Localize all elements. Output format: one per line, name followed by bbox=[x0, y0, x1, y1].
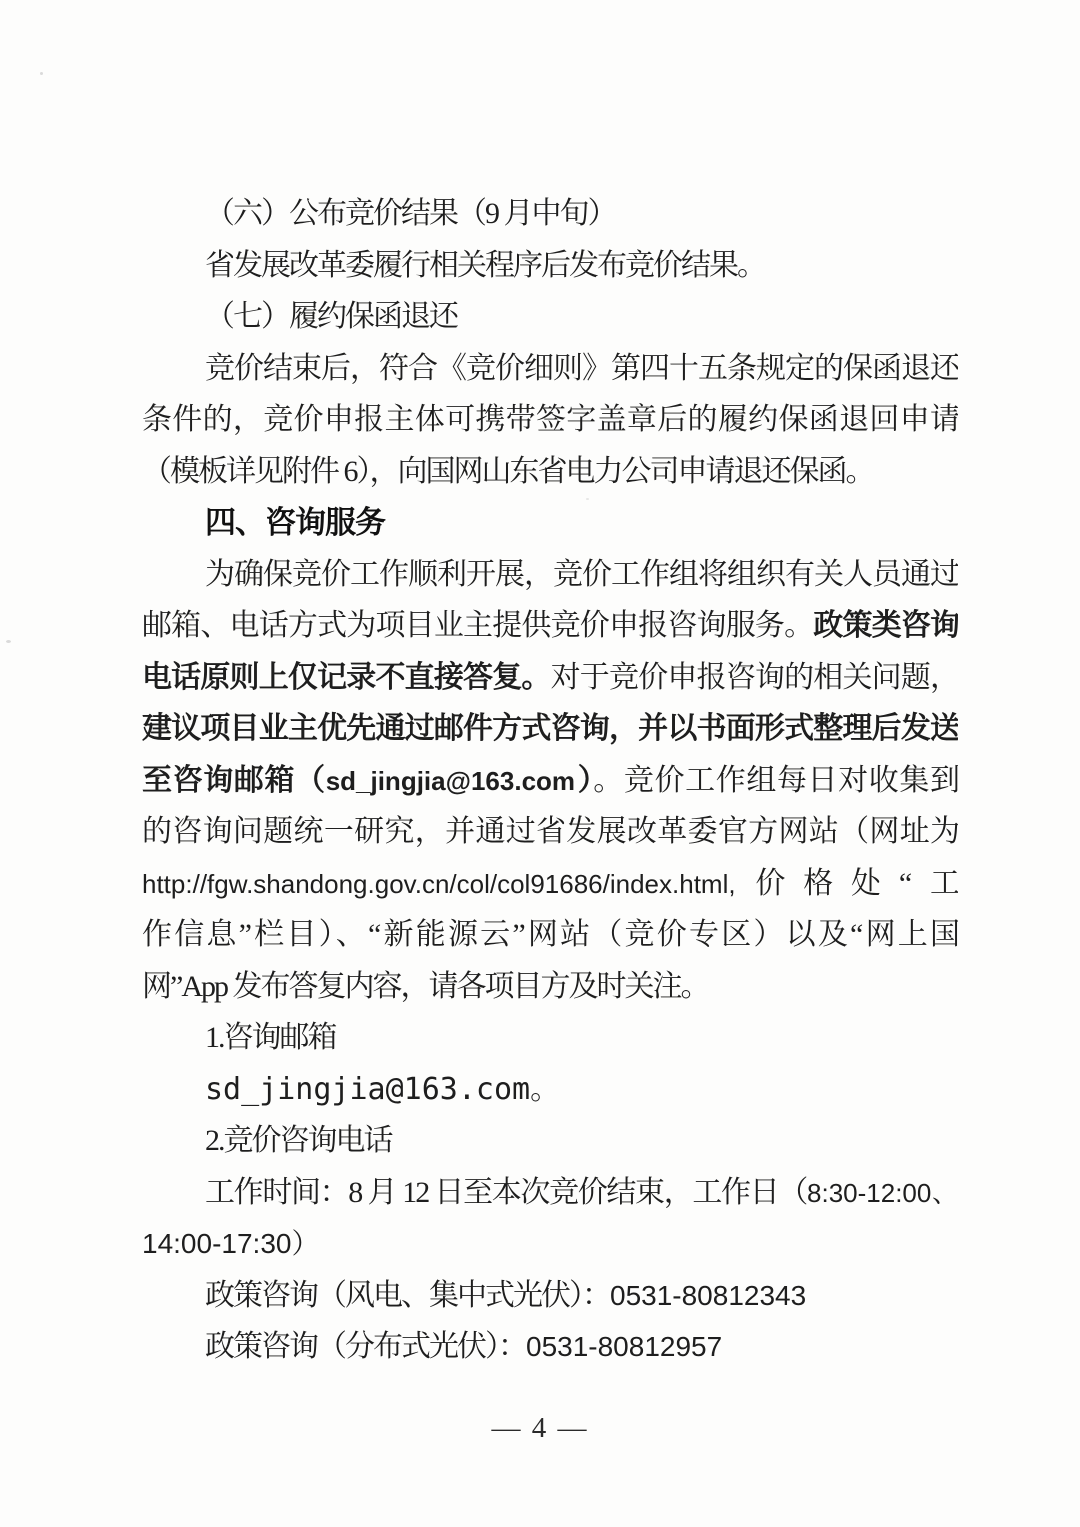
text-run: 省发展改革委履行相关程序后发布竞价结果。 bbox=[205, 248, 765, 282]
text-run: 邮箱、电话方式为项目业主提供竞价申报咨询服务。 bbox=[142, 609, 814, 642]
subheading-email bbox=[142, 1012, 958, 1064]
work-hours-text: 14:00-17:30） bbox=[142, 1228, 320, 1259]
text-run: 工作时间：8 月 12 日至本次竞价结束，工作日（ bbox=[205, 1175, 808, 1209]
text-line bbox=[142, 446, 958, 498]
text-run: 2.竞价咨询电话 bbox=[205, 1124, 392, 1157]
text-run: 。 bbox=[530, 1072, 559, 1106]
text-line bbox=[142, 549, 958, 601]
phone-line-distributed-pv bbox=[142, 1321, 958, 1373]
url-text: http://fgw.shandong.gov.cn/col/col91686/index.html, bbox=[142, 868, 736, 899]
text-line bbox=[142, 1167, 958, 1219]
text-run: 条件的，竞价申报主体可携带签字盖章后的履约保函退回申请 bbox=[142, 403, 958, 436]
email-text: sd_jingjia@163.com bbox=[325, 765, 576, 796]
text-line bbox=[142, 961, 958, 1013]
phone-number: 0531-80812957 bbox=[526, 1331, 723, 1362]
text-line bbox=[142, 343, 958, 395]
text-run: （模板详见附件 6），向国网山东省电力公司申请退还保函。 bbox=[142, 454, 874, 488]
emphasis-text: 政策类咨询 bbox=[813, 609, 958, 642]
email-line bbox=[142, 1064, 958, 1116]
text-line bbox=[142, 394, 958, 446]
subheading-phone bbox=[142, 1115, 958, 1167]
section-4-heading bbox=[142, 497, 958, 549]
emphasis-text: 至咨询邮箱（ bbox=[142, 763, 326, 797]
text-line bbox=[142, 240, 958, 292]
text-run: 对于竞价申报咨询的相关问题， bbox=[550, 660, 958, 694]
text-line bbox=[142, 806, 958, 858]
text-line bbox=[142, 703, 958, 755]
text-line bbox=[142, 600, 958, 652]
scan-speck bbox=[6, 640, 11, 643]
text-run: 网”App 发布答复内容，请各项目方及时关注。 bbox=[142, 969, 709, 1003]
text-run: 竞价结束后，符合《竞价细则》第四十五条规定的保函退还 bbox=[205, 351, 958, 385]
text-line bbox=[142, 909, 958, 961]
section-6-heading bbox=[142, 188, 958, 240]
text-line bbox=[142, 1218, 958, 1270]
emphasis-text: 建议项目业主优先通过邮件方式咨询，并以书面形式整理后发送 bbox=[142, 712, 958, 745]
text-run: 价格处“工 bbox=[735, 866, 958, 900]
text-run: 作信息”栏目）、“新能源云”网站（竞价专区）以及“网上国 bbox=[142, 918, 958, 951]
heading-text: 四、咨询服务 bbox=[205, 505, 385, 540]
text-line bbox=[142, 858, 958, 910]
emphasis-text: ） bbox=[575, 763, 594, 797]
text-run: （七）履约保函退还 bbox=[205, 300, 457, 333]
work-hours-text: 8:30-12:00、 bbox=[807, 1177, 958, 1208]
text-run: 为确保竞价工作顺利开展，竞价工作组将组织有关人员通过 bbox=[205, 557, 958, 591]
section-7-heading bbox=[142, 291, 958, 343]
page-number: — 4 — bbox=[491, 1412, 589, 1444]
emphasis-text: 电话原则上仅记录不直接答复。 bbox=[142, 660, 551, 694]
phone-line-wind-pv bbox=[142, 1270, 958, 1322]
scan-speck bbox=[40, 72, 43, 75]
document-body bbox=[142, 188, 958, 1373]
text-run: 政策咨询（分布式光伏）： bbox=[205, 1330, 526, 1363]
text-run: 。竞价工作组每日对收集到 bbox=[593, 763, 958, 797]
phone-number: 0531-80812343 bbox=[610, 1279, 807, 1311]
email-text: sd_jingjia@163.com bbox=[205, 1071, 531, 1107]
text-line bbox=[142, 652, 958, 704]
text-run: 1.咨询邮箱 bbox=[205, 1021, 336, 1054]
text-line bbox=[142, 755, 958, 807]
text-run: （六）公布竞价结果（9 月中旬） bbox=[205, 197, 616, 230]
text-run: 政策咨询（风电、集中式光伏）： bbox=[205, 1278, 610, 1312]
text-run: 的咨询问题统一研究，并通过省发展改革委官方网站（网址为 bbox=[142, 815, 958, 848]
